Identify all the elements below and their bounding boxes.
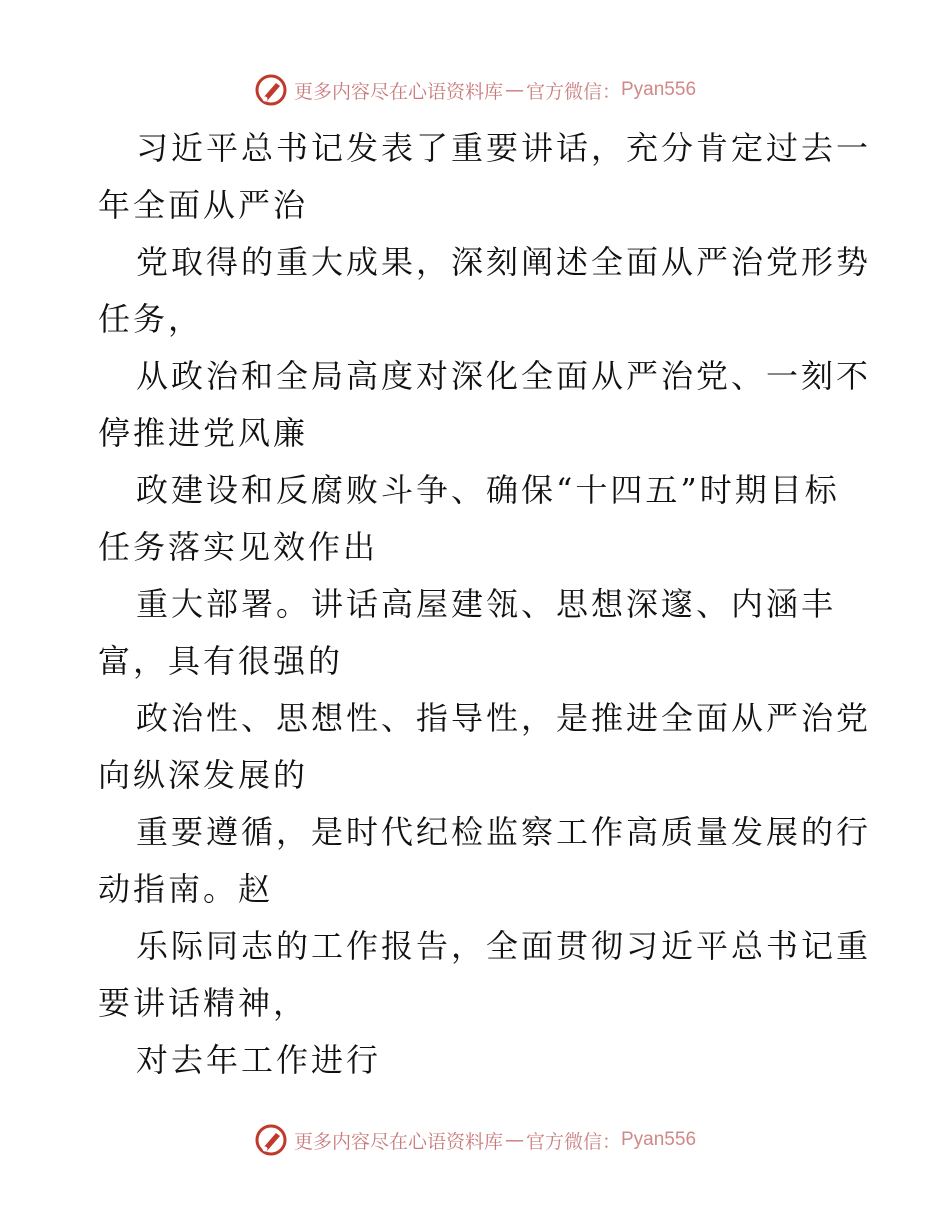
paragraph-6: [98, 690, 872, 804]
watermark-id: Pyan556: [621, 1129, 697, 1150]
pen-circle-logo-icon: [254, 73, 288, 107]
watermark-label: 官方微信：: [525, 80, 621, 103]
watermark-dash: —: [504, 79, 524, 101]
paragraph-line: 从政治和全局高度对深化全面从严治党、一刻不: [136, 357, 872, 395]
paragraph-9: [98, 1032, 858, 1089]
paragraph-8: [98, 918, 872, 1032]
header-watermark: [0, 70, 950, 110]
paragraph-line: 习近平总书记发表了重要讲话，充分肯定过去一: [136, 129, 872, 167]
paragraph-line: 停推进党风廉: [98, 414, 309, 452]
paragraph-line: 任务，: [98, 300, 204, 338]
paragraph-line: 向纵深发展的: [98, 756, 309, 794]
paragraph-line: 乐际同志的工作报告，全面贯彻习近平总书记重: [136, 927, 872, 965]
paragraph-line: 重要遵循，是时代纪检监察工作高质量发展的行: [136, 813, 872, 851]
footer-watermark: [0, 1120, 950, 1160]
document-body: [98, 120, 872, 1089]
watermark-id: Pyan556: [621, 79, 697, 100]
paragraph-line: 重大部署。讲话高屋建瓴、思想深邃、内涵丰: [136, 585, 837, 623]
paragraph-7: [98, 804, 872, 918]
paragraph-4: [98, 462, 858, 576]
paragraph-line: 要讲话精神，: [98, 984, 309, 1022]
paragraph-line: 年全面从严治: [98, 186, 309, 224]
watermark-dash: —: [504, 1129, 524, 1151]
pen-circle-logo-icon: [254, 1123, 288, 1157]
paragraph-line: 政建设和反腐败斗争、确保“十四五”时期目标: [136, 471, 840, 509]
paragraph-line: 动指南。赵: [98, 870, 274, 908]
paragraph-5: [98, 576, 858, 690]
paragraph-line: 富，具有很强的: [98, 642, 344, 680]
paragraph-line: 对去年工作进行: [136, 1041, 382, 1079]
paragraph-line: 党取得的重大成果，深刻阐述全面从严治党形势: [136, 243, 872, 281]
paragraph-1: [98, 120, 872, 234]
watermark-site: 更多内容尽在心语资料库: [293, 1130, 503, 1153]
watermark-site: 更多内容尽在心语资料库: [293, 80, 503, 103]
paragraph-line: 政治性、思想性、指导性，是推进全面从严治党: [136, 699, 872, 737]
watermark-label: 官方微信：: [525, 1130, 621, 1153]
paragraph-3: [98, 348, 872, 462]
paragraph-line: 任务落实见效作出: [98, 528, 379, 566]
paragraph-2: [98, 234, 872, 348]
